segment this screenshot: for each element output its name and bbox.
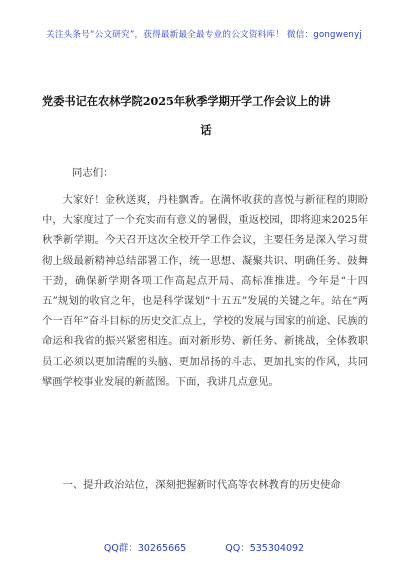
qq-group-number: QQ群：30265665 [103, 543, 187, 554]
document-title [42, 93, 370, 137]
title-main-line: 党委书记在农林学院2025年秋季学期开学工作会议上的讲 [42, 94, 331, 108]
paragraph-text: 大家好！金秋送爽，丹桂飘香。在满怀收获的喜悦与新征程的期盼中，大家度过了一个充实而有意义的暑假，重返校园，即将迎来2025年秋季新学期。今天召开这次全校开学工作会议，主要任务是深入学习贯彻上级最新精神总结部署工作，统一思想、凝聚共识、明确任务、鼓舞干劲，确保新学期各项工作高起点开局、高标准推进。今年是“十四五”规划的收官之年，也是科学谋划“十五五”发展的关键之年。站在“两个一百年”奋斗目标的历史交汇点上，学校的发展与国家的前途、民族的命运和我省的振兴紧密相连。面对新形势、新任务、新挑战，全体教职员工必须以更加清醒的头脑、更加昂扬的斗志、更加扎实的作风，共同擘画学校事业发展的新蓝图。下面，我讲几点意见。 [42, 194, 368, 388]
salutation: 同志们： [72, 167, 114, 179]
qq-number: QQ：535304092 [225, 543, 305, 554]
section-heading-text: 一、提升政治站位，深刻把握新时代高等农林教育的历史使命 [62, 479, 341, 491]
title-tail-line: 话 [200, 123, 212, 137]
header-banner: 关注头条号“公文研究”，获得最新最全最专业的公文资料库！ 微信：gongwenyj [46, 30, 362, 40]
footer-contact [0, 540, 408, 554]
body-paragraph-section-heading [42, 475, 368, 495]
body-paragraph-opening [42, 190, 368, 392]
